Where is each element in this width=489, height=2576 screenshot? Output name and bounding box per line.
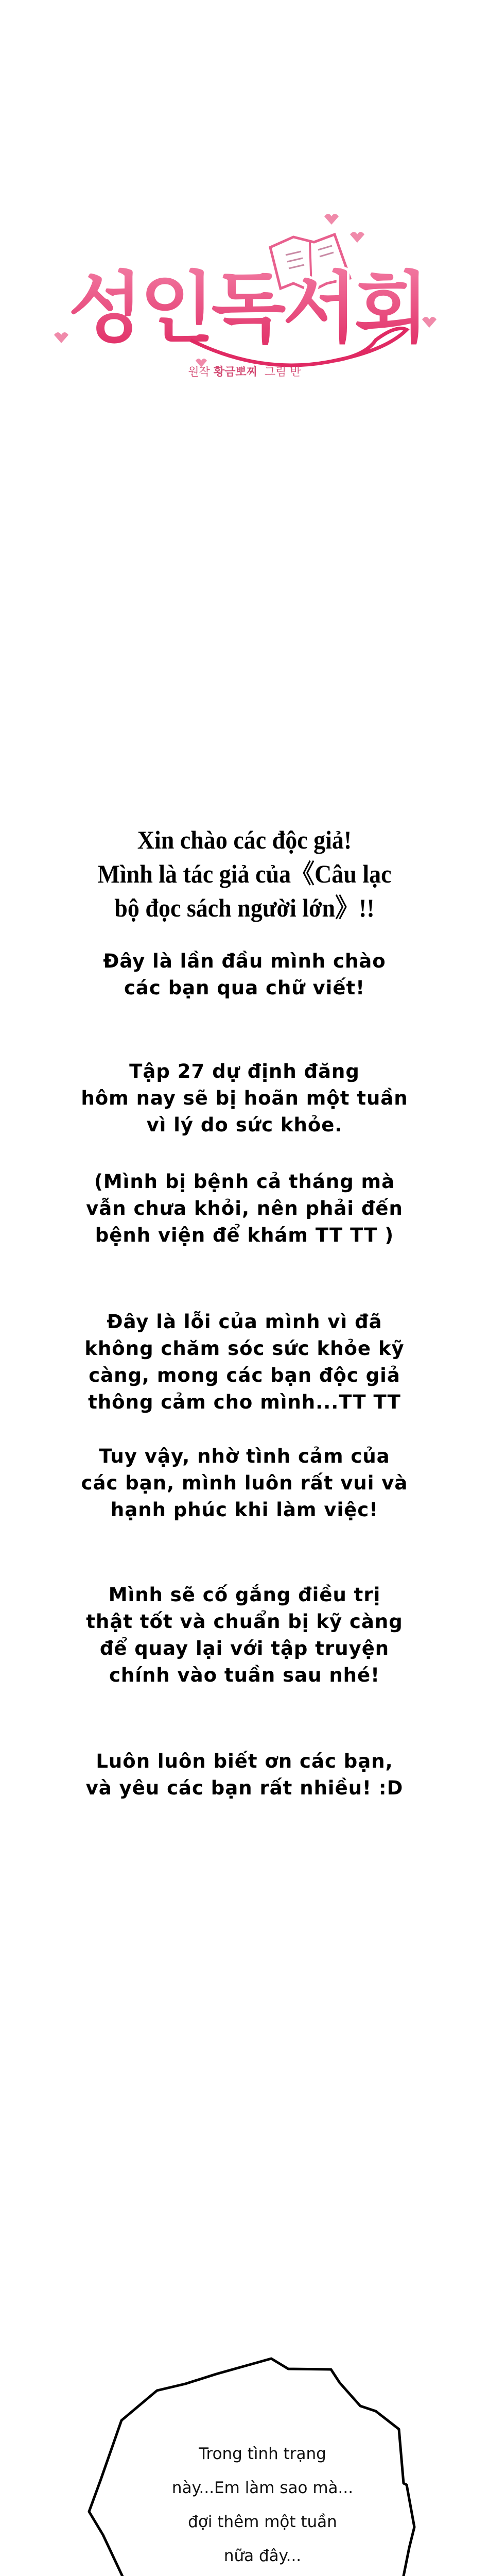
- text-line: để quay lại với tập truyện: [99, 1637, 390, 1659]
- bubble-line: nữa đây...: [223, 2547, 302, 2565]
- text-line: Tập 27 dự định đăng: [129, 1060, 360, 1082]
- text-line: càng, mong các bạn độc giả: [89, 1364, 400, 1386]
- text-line: không chăm sóc sức khỏe kỹ: [84, 1337, 405, 1360]
- sick-paragraph: [0, 1168, 489, 1249]
- credit-art-label: 그림: [264, 366, 287, 379]
- text-line: Luôn luôn biết ơn các bạn,: [96, 1750, 393, 1772]
- text-line: Mình là tác giả của《Câu lạc: [97, 859, 392, 888]
- bubble-line: đợi thêm một tuần: [188, 2513, 337, 2531]
- text-line: hôm nay sẽ bị hoãn một tuần: [81, 1087, 408, 1109]
- text-line: các bạn qua chữ viết!: [124, 977, 365, 999]
- closing-paragraph: [0, 1748, 489, 1802]
- text-line: bệnh viện để khám TT TT ): [95, 1224, 394, 1246]
- thanks-paragraph: [0, 1443, 489, 1523]
- text-line: (Mình bị bệnh cả tháng mà: [94, 1171, 395, 1193]
- text-line: các bạn, mình luôn rất vui và: [81, 1472, 408, 1494]
- credit-author: 황금뽀찌: [213, 366, 257, 379]
- credits-line: [0, 363, 489, 379]
- bubble-line: này...Em làm sao mà...: [171, 2479, 354, 2497]
- text-line: Đây là lần đầu mình chào: [103, 950, 386, 972]
- credit-original-label: 원작: [188, 366, 210, 379]
- text-line: thông cảm cho mình...TT TT: [88, 1391, 401, 1413]
- promise-paragraph: [0, 1582, 489, 1689]
- text-line: vẫn chưa khỏi, nên phải đến: [86, 1197, 403, 1219]
- text-line: thật tốt và chuẩn bị kỹ càng: [86, 1611, 403, 1633]
- text-line: hạnh phúc khi làm việc!: [110, 1499, 379, 1521]
- text-line: Mình sẽ cố gắng điều trị: [108, 1584, 381, 1606]
- text-line: Đây là lỗi của mình vì đã: [107, 1311, 382, 1333]
- text-line: Tuy vậy, nhờ tình cảm của: [99, 1445, 390, 1467]
- text-line: chính vào tuần sau nhé!: [109, 1664, 380, 1686]
- text-line: và yêu các bạn rất nhiều! :D: [85, 1777, 404, 1799]
- title-logo: [46, 206, 448, 371]
- text-line: bộ đọc sách người lớn》!!: [114, 893, 375, 922]
- credit-artist: 반: [290, 366, 301, 379]
- text-line: vì lý do sức khỏe.: [146, 1114, 343, 1136]
- svg-text:성인독서회: 성인독서회: [68, 264, 426, 353]
- text-line: Xin chào các độc giả!: [137, 825, 352, 854]
- first-time-paragraph: [0, 948, 489, 1002]
- speech-bubble-text: [154, 2437, 371, 2573]
- bubble-line: Trong tình trạng: [199, 2445, 326, 2463]
- greeting-paragraph: [20, 823, 469, 925]
- apology-paragraph: [0, 1309, 489, 1416]
- delay-paragraph: [0, 1058, 489, 1139]
